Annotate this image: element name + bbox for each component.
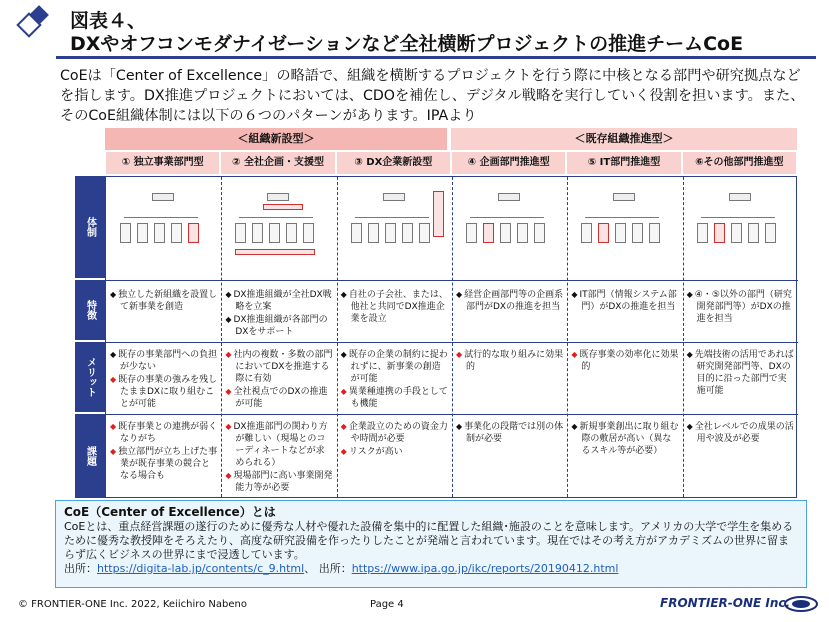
issues-item: ◆ 既存事業との連携が弱くなりがち [110,421,217,445]
brand-name: FRONTIER-ONE Inc. [660,596,791,610]
org-box-executive [152,193,174,201]
issues-cell [452,417,567,499]
merits-item: ◆ 社内の複数・多数の部門においてDXを推進する際に有効 [225,349,332,385]
column-header: ③ DX企業新設型 [337,152,450,174]
features-cell [567,285,682,341]
issues-cell [337,417,452,499]
intro-paragraph: CoEは「Center of Excellence」の略語で、組織を横断するプロジェクトを行う際に中核となる部門や研究拠点などを指します。DX推進プロジェクトにおいては、CDOを補佐し、デジタル戦略を実行していく役割を担います。また、そのCoE組織体制には以下の６つのパターンがあります。IPAより [60,68,805,124]
group-header-existing: ＜既存組織推進型＞ [451,128,797,150]
group-header-new: ＜組織新設型＞ [105,128,447,150]
org-box-department [171,223,182,243]
merits-item: ◆ 先端技術の活用であれば研究開発部門等、DXの目的に沿った部門で実施可能 [687,349,794,397]
features-cell [106,285,221,341]
org-box-dx-unit [235,249,315,255]
org-box-executive [729,193,751,201]
column-header: ② 全社企画・支援型 [221,152,334,174]
org-box-department [235,223,246,243]
title-divider [56,56,816,59]
column-header: ① 独立事業部門型 [106,152,219,174]
merits-item: ◆ 試行的な取り組みに効果的 [456,349,563,373]
issues-cell [567,417,682,499]
source-line [64,562,798,576]
matrix-cells [105,176,797,498]
merits-item: ◆ 全社視点でのDXの推進が可能 [225,386,332,410]
issues-item: ◆ 独立部門が立ち上げた事業が既存事業の競合となる場合も [110,446,217,482]
org-box-executive [267,193,289,201]
features-cell [452,285,567,341]
org-box-department [137,223,148,243]
org-box-department [269,223,280,243]
merits-cell [452,345,567,413]
issues-item: ◆ 現場部門に高い事業開発能力等が必要 [225,470,332,494]
org-box-department [765,223,776,243]
merits-item: ◆ 既存の企業の制約に捉われずに、新事業の創造が可能 [341,349,448,385]
org-box-dx-unit [598,223,609,243]
merits-cell [683,345,798,413]
org-box-department [534,223,545,243]
features-cell [337,285,452,341]
merits-cell [337,345,452,413]
org-box-dx-unit [714,223,725,243]
org-box-department [368,223,379,243]
org-box-department [286,223,297,243]
org-box-department [385,223,396,243]
features-item: ◆ 独立した新組織を設置して新事業を創造 [110,289,217,313]
issues-item: ◆ 全社レベルでの成果の活用や波及が必要 [687,421,794,445]
issues-item: ◆ 事業化の段階では別の体制が必要 [456,421,563,445]
issues-item: ◆ リスクが高い [341,446,448,458]
merits-item: ◆ 既存の事業の強みを残したままDXに取り組むことが可能 [110,374,217,410]
org-structure-diagram [233,187,323,267]
org-box-department [402,223,413,243]
org-box-executive [613,193,635,201]
org-box-department [303,223,314,243]
org-box-dx-unit [263,204,303,210]
org-structure-diagram [579,187,669,267]
source-link-ipa[interactable]: https://www.ipa.go.jp/ikc/reports/20190412.html [351,562,619,575]
merits-cell [106,345,221,413]
org-box-dx-unit [483,223,494,243]
diamond-icon [20,8,54,42]
footer-copyright: © FRONTIER-ONE Inc. 2022, Keiichiro Nabeno [18,599,247,610]
issues-item: ◆ 企業設立のための資金力や時間が必要 [341,421,448,445]
org-box-department [466,223,477,243]
features-item: ◆ 自社の子会社、または、他社と共同でDX推進企業を設立 [341,289,448,325]
row-labels [75,176,105,498]
merits-cell [221,345,336,413]
source-label: 出所： [64,562,97,575]
org-structure-diagram [695,187,785,267]
brand-logo-icon [783,595,819,613]
features-item: ◆ ④・⑤以外の部門（研究開発部門等）がDXの推進を担当 [687,289,794,325]
coe-definition-box [55,500,807,588]
column-header: ④ 企画部門推進型 [452,152,565,174]
issues-item: ◆ DX推進部門の関わり方が難しい（現場とのコーディネートなどが求められる） [225,421,332,469]
issues-item: ◆ 新規事業創出に取り組む際の敷居が高い（異なるスキル等が必要） [571,421,678,457]
org-box-department [517,223,528,243]
features-item: ◆ DX推進組織が全社DX戦略を立案 [225,289,332,313]
org-box-executive [498,193,520,201]
source-separator: 、 出所： [304,562,352,575]
merits-item: ◆ 既存の事業部門への負担が少ない [110,349,217,373]
org-box-department [731,223,742,243]
row-label-issues: 課題 [75,414,105,498]
org-box-department [154,223,165,243]
org-box-department [697,223,708,243]
issues-cell [683,417,798,499]
org-box-department [748,223,759,243]
row-label-structure: 体制 [75,176,105,278]
merits-cell [567,345,682,413]
org-box-department [500,223,511,243]
column-header: ⑤ IT部門推進型 [567,152,680,174]
features-cell [221,285,336,341]
figure-number: 図表４、 [70,10,147,32]
features-item: ◆ 経営企画部門等の企画系部門がDXの推進を担当 [456,289,563,313]
source-link-digita-lab[interactable]: https://digita-lab.jp/contents/c_9.html [97,562,305,575]
column-header: ⑥その他部門推進型 [683,152,796,174]
definition-body: CoEとは、重点経営課題の遂行のために優秀な人材や優れた設備を集中的に配置した組織･施設のことを意味します。アメリカの大学で学生を集めるために優秀な教授陣をそろえたり、高度な研究設備を作ったりしたことが発端と言われています。現在ではその考え方がアカデミズムの世界に留まらず広くビジネスの世界にまで浸透しています。 [64,520,794,561]
org-box-department [351,223,362,243]
page-number: Page 4 [370,599,404,610]
coe-pattern-matrix [75,128,797,498]
org-box-department [649,223,660,243]
definition-title: CoE（Center of Excellence）とは [64,505,276,519]
org-structure-diagram [349,187,439,267]
org-box-department [252,223,263,243]
row-label-features: 特徴 [75,280,105,340]
org-structure-diagram [464,187,554,267]
features-item: ◆ IT部門（情報システム部門）がDXの推進を担当 [571,289,678,313]
title-band [0,0,829,58]
page-title: DXやオフコンモダナイゼーションなど全社横断プロジェクトの推進チームCoE [70,33,744,55]
row-label-merits: メリット [75,342,105,412]
org-box-dx-company [433,191,444,237]
features-item: ◆ DX推進組織が各部門のDXをサポート [225,314,332,338]
merits-item: ◆ 異業種連携の手段としても機能 [341,386,448,410]
org-box-department [632,223,643,243]
org-box-department [120,223,131,243]
org-structure-diagram [118,187,208,267]
org-box-executive [383,193,405,201]
org-box-dx-unit [188,223,199,243]
merits-item: ◆ 既存事業の効率化に効果的 [571,349,678,373]
org-box-department [581,223,592,243]
issues-cell [221,417,336,499]
issues-cell [106,417,221,499]
org-box-department [615,223,626,243]
org-box-department [419,223,430,243]
features-cell [683,285,798,341]
